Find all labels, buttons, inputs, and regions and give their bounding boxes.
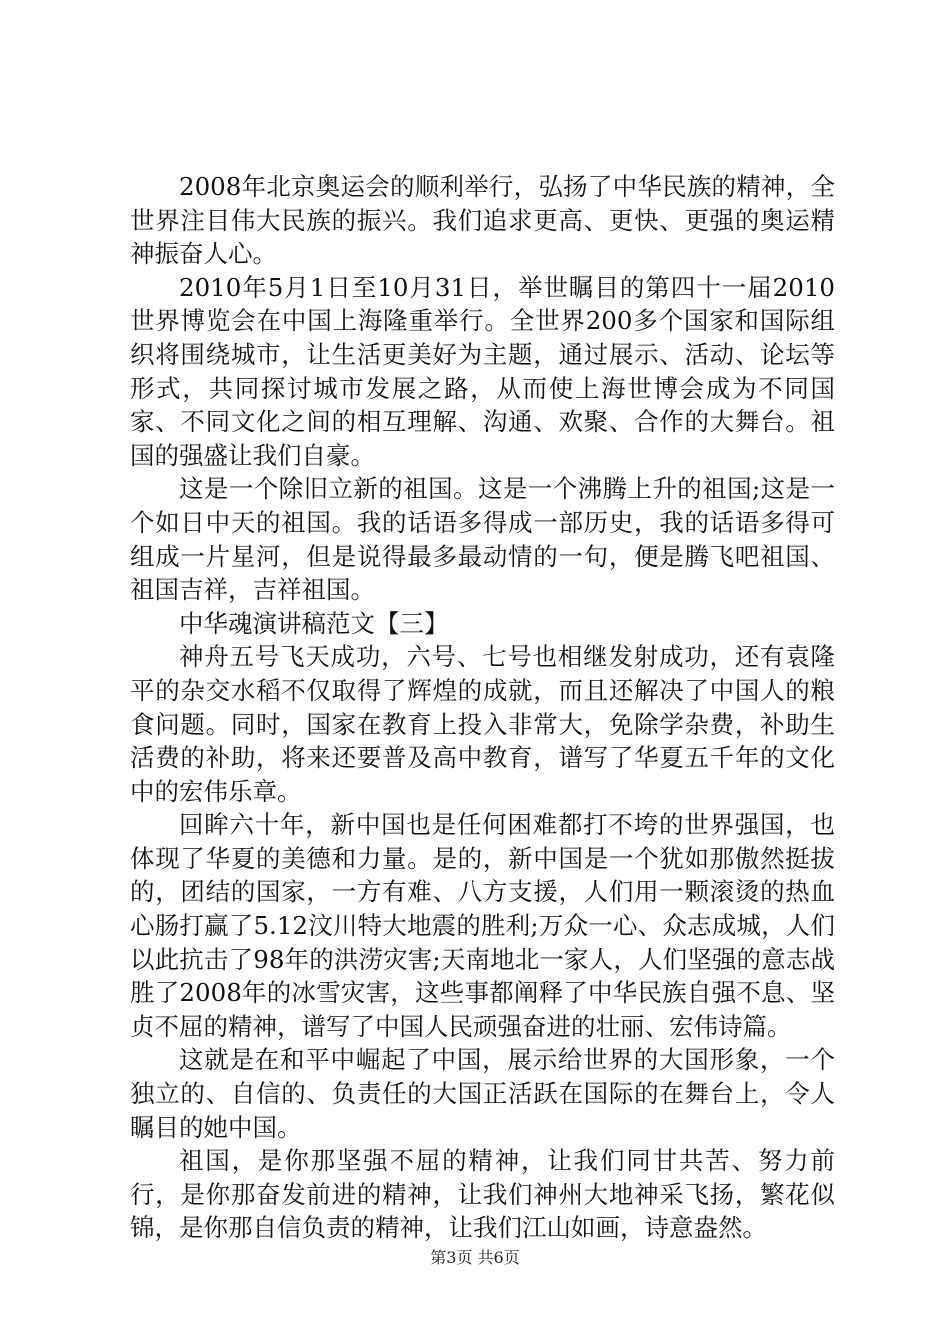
paragraph-expo: 2010年5月1日至10月31日，举世瞩目的第四十一届2010世界博览会在中国上海隆重举行。全世界200多个国家和国际组织将围绕城市，让生活更美好为主题，通过展示、活动、论坛等形式，共同探讨城市发展之路，从而使上海世博会成为不同国家、不同文化之间的相互理解、沟通、欢聚、合作的大舞台。祖国的强盛让我们自豪。 <box>130 272 835 470</box>
paragraph-sixty-years: 回眸六十年，新中国也是任何困难都打不垮的世界强国，也体现了华夏的美德和力量。是的，新中国是一个犹如那傲然挺拔的，团结的国家，一方有难、八方支援，人们用一颗滚烫的热血心肠打赢了5.12汶川特大地震的胜利;万众一心、众志成城，人们以此抗击了98年的洪涝灾害;天南地北一家人，人们坚强的意志战胜了2008年的冰雪灾害，这些事都阐释了中华民族自强不息、坚贞不屈的精神，谱写了中国人民顽强奋进的壮丽、宏伟诗篇。 <box>130 810 835 1041</box>
document-body <box>130 170 835 1245</box>
paragraph-olympics: 2008年北京奥运会的顺利举行，弘扬了中华民族的精神，全世界注目伟大民族的振兴。我们追求更高、更快、更强的奥运精神振奋人心。 <box>130 172 835 269</box>
paragraph-peaceful-rise: 这就是在和平中崛起了中国，展示给世界的大国形象，一个独立的、自信的、负责任的大国正活跃在国际的在舞台上，令人瞩目的她中国。 <box>130 1045 835 1142</box>
paragraph-shenzhou: 神舟五号飞天成功，六号、七号也相继发射成功，还有袁隆平的杂交水稻不仅取得了辉煌的成就，而且还解决了中国人的粮食问题。同时，国家在教育上投入非常大，免除学杂费，补助生活费的补助，将来还要普及高中教育，谱写了华夏五千年的文化中的宏伟乐章。 <box>130 642 835 806</box>
page-footer: 第3页 共6页 <box>430 1248 520 1267</box>
paragraph-spirit: 祖国，是你那坚强不屈的精神，让我们同甘共苦、努力前行，是你那奋发前进的精神，让我们神州大地神采飞扬，繁花似锦，是你那自信负责的精神，让我们江山如画，诗意盎然。 <box>130 1146 835 1243</box>
paragraph-motherland: 这是一个除旧立新的祖国。这是一个沸腾上升的祖国;这是一个如日中天的祖国。我的话语多得成一部历史，我的话语多得可组成一片星河，但是说得最多最动情的一句，便是腾飞吧祖国、祖国吉祥，吉祥祖国。 <box>130 474 835 605</box>
section-heading: 中华魂演讲稿范文【三】 <box>179 608 449 638</box>
